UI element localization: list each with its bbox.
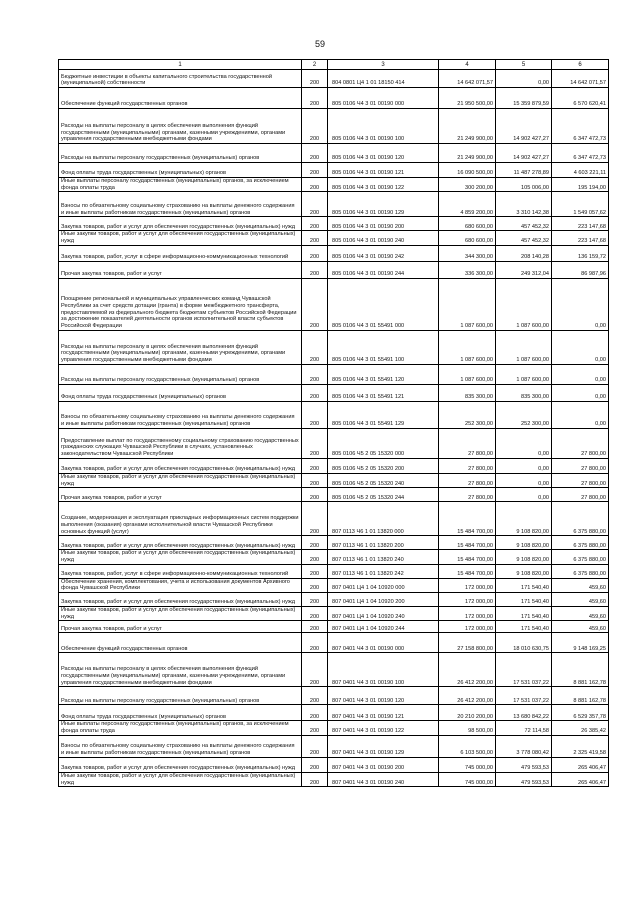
row-name: Поощрение региональной и муниципальных управленческих команд Чувашской Республики за счет средств дотации (гранта) в форме межбюджетного трансферта, предоставляемой из федерального бюджета бюджетам субъектов Российской Федерации за достижение показателей деятельности органов исполнительной власти субъектов Российской Федерации <box>59 278 302 330</box>
row-name: Иные закупки товаров, работ и услуг для обеспечения государственных (муниципальных) нужд <box>59 473 302 487</box>
row-approved-amount: 172 000,00 <box>439 607 496 621</box>
row-approved-amount: 680 600,00 <box>439 231 496 245</box>
row-line-code: 200 <box>302 578 328 592</box>
row-name: Создание, модернизация и эксплуатация прикладных информационных систем поддержки выполнения (оказания) органами исполнительной власти Чувашской Республики основных функций (услуг) <box>59 502 302 536</box>
table-row <box>59 245 609 261</box>
row-executed-amount: 0,00 <box>496 488 552 502</box>
row-budget-code: 807 0113 Ч6 1 01 13820 200 <box>328 536 439 550</box>
row-executed-amount: 14 902 427,27 <box>496 144 552 163</box>
row-name: Прочая закупка товаров, работ и услуг <box>59 621 302 633</box>
row-executed-amount: 479 593,53 <box>496 757 552 772</box>
table-row <box>59 621 609 633</box>
row-unexecuted-amount: 6 375 880,00 <box>552 502 609 536</box>
table-row <box>59 217 609 231</box>
table-row <box>59 364 609 384</box>
row-name: Иные закупки товаров, работ и услуг для обеспечения государственных (муниципальных) нужд <box>59 607 302 621</box>
row-unexecuted-amount: 6 570 620,41 <box>552 88 609 109</box>
table-row <box>59 653 609 687</box>
row-approved-amount: 20 210 200,00 <box>439 705 496 721</box>
row-executed-amount: 171 540,40 <box>496 578 552 592</box>
row-approved-amount: 27 158 800,00 <box>439 633 496 653</box>
row-line-code: 200 <box>302 278 328 330</box>
row-approved-amount: 26 412 200,00 <box>439 653 496 687</box>
row-approved-amount: 1 087 600,00 <box>439 278 496 330</box>
row-executed-amount: 11 487 278,89 <box>496 163 552 178</box>
row-budget-code: 805 0106 Ч5 2 05 15320 200 <box>328 458 439 473</box>
row-name: Расходы на выплаты персоналу государственных (муниципальных) органов <box>59 144 302 163</box>
row-budget-code: 805 0106 Ч5 2 05 15320 244 <box>328 488 439 502</box>
row-unexecuted-amount: 86 987,96 <box>552 261 609 278</box>
row-line-code: 200 <box>302 192 328 217</box>
row-executed-amount: 17 531 037,22 <box>496 687 552 705</box>
row-executed-amount: 0,00 <box>496 473 552 487</box>
row-line-code: 200 <box>302 401 328 428</box>
row-executed-amount: 208 140,28 <box>496 245 552 261</box>
row-executed-amount: 3 310 142,38 <box>496 192 552 217</box>
row-executed-amount: 13 680 842,22 <box>496 705 552 721</box>
row-approved-amount: 21 249 900,00 <box>439 109 496 144</box>
row-approved-amount: 252 300,00 <box>439 401 496 428</box>
row-unexecuted-amount: 27 800,00 <box>552 473 609 487</box>
row-line-code: 200 <box>302 70 328 88</box>
row-executed-amount: 18 010 630,75 <box>496 633 552 653</box>
row-executed-amount: 15 359 879,59 <box>496 88 552 109</box>
row-line-code: 200 <box>302 772 328 786</box>
row-executed-amount: 17 531 037,22 <box>496 653 552 687</box>
row-executed-amount: 171 540,40 <box>496 607 552 621</box>
row-name: Предоставление выплат по государственному социальному страхованию государственных гражданских служащих Чувашской Республики в случаях, установленных законодательством Чувашской Республики <box>59 428 302 458</box>
row-unexecuted-amount: 27 800,00 <box>552 428 609 458</box>
row-budget-code: 805 0106 Ч5 2 05 15320 000 <box>328 428 439 458</box>
row-executed-amount: 1 087 600,00 <box>496 278 552 330</box>
row-budget-code: 805 0106 Ч4 3 01 55491 129 <box>328 401 439 428</box>
table-row <box>59 70 609 88</box>
table-row <box>59 502 609 536</box>
row-executed-amount: 457 452,32 <box>496 217 552 231</box>
row-unexecuted-amount: 6 347 472,73 <box>552 109 609 144</box>
row-executed-amount: 0,00 <box>496 70 552 88</box>
row-unexecuted-amount: 459,60 <box>552 621 609 633</box>
row-budget-code: 805 0106 Ч4 3 01 00190 200 <box>328 217 439 231</box>
row-approved-amount: 344 300,00 <box>439 245 496 261</box>
row-budget-code: 805 0106 Ч4 3 01 55491 000 <box>328 278 439 330</box>
row-line-code: 200 <box>302 621 328 633</box>
row-name: Расходы на выплаты персоналу государственных (муниципальных) органов <box>59 364 302 384</box>
row-approved-amount: 27 800,00 <box>439 488 496 502</box>
row-unexecuted-amount: 2 325 419,58 <box>552 735 609 757</box>
row-line-code: 200 <box>302 178 328 192</box>
row-budget-code: 807 0401 Ц4 1 04 10920 200 <box>328 593 439 607</box>
row-approved-amount: 835 300,00 <box>439 384 496 401</box>
table-row <box>59 757 609 772</box>
row-name: Закупка товаров, работ, услуг в сфере информационно-коммуникационных технологий <box>59 564 302 578</box>
row-line-code: 200 <box>302 653 328 687</box>
row-executed-amount: 1 087 600,00 <box>496 330 552 364</box>
row-executed-amount: 9 108 820,00 <box>496 550 552 564</box>
table-row <box>59 721 609 735</box>
table-row <box>59 705 609 721</box>
row-line-code: 200 <box>302 245 328 261</box>
row-approved-amount: 336 300,00 <box>439 261 496 278</box>
row-unexecuted-amount: 6 375 880,00 <box>552 550 609 564</box>
row-approved-amount: 15 484 700,00 <box>439 536 496 550</box>
column-header: 2 <box>302 60 328 70</box>
table-row <box>59 261 609 278</box>
row-executed-amount: 72 114,58 <box>496 721 552 735</box>
row-budget-code: 805 0106 Ч4 3 01 55491 120 <box>328 364 439 384</box>
row-approved-amount: 4 859 200,00 <box>439 192 496 217</box>
row-line-code: 200 <box>302 757 328 772</box>
row-unexecuted-amount: 0,00 <box>552 364 609 384</box>
column-header: 5 <box>496 60 552 70</box>
row-budget-code: 807 0401 Ч4 3 01 00190 120 <box>328 687 439 705</box>
row-approved-amount: 680 600,00 <box>439 217 496 231</box>
column-header: 3 <box>328 60 439 70</box>
row-name: Закупка товаров, работ и услуг для обеспечения государственных (муниципальных) нужд <box>59 593 302 607</box>
row-approved-amount: 172 000,00 <box>439 621 496 633</box>
row-approved-amount: 14 642 071,57 <box>439 70 496 88</box>
row-line-code: 200 <box>302 217 328 231</box>
row-approved-amount: 300 200,00 <box>439 178 496 192</box>
row-name: Иные закупки товаров, работ и услуг для обеспечения государственных (муниципальных) нужд <box>59 772 302 786</box>
row-budget-code: 805 0106 Ч4 3 01 00190 122 <box>328 178 439 192</box>
row-unexecuted-amount: 27 800,00 <box>552 458 609 473</box>
row-name: Обеспечение хранения, комплектования, учета и использования документов Архивного фонда Чувашской Республики <box>59 578 302 592</box>
row-line-code: 200 <box>302 536 328 550</box>
row-name: Расходы на выплаты персоналу в целях обеспечения выполнения функций государственными (муниципальными) органами, казенными учреждениями, органами управления государственными внебюджетными фондами <box>59 653 302 687</box>
row-approved-amount: 27 800,00 <box>439 428 496 458</box>
row-unexecuted-amount: 0,00 <box>552 384 609 401</box>
row-name: Обеспечение функций государственных органов <box>59 88 302 109</box>
row-approved-amount: 27 800,00 <box>439 473 496 487</box>
row-unexecuted-amount: 265 406,47 <box>552 757 609 772</box>
table-row <box>59 428 609 458</box>
row-line-code: 200 <box>302 384 328 401</box>
row-executed-amount: 14 902 427,27 <box>496 109 552 144</box>
row-name: Закупка товаров, работ и услуг для обеспечения государственных (муниципальных) нужд <box>59 217 302 231</box>
row-line-code: 200 <box>302 330 328 364</box>
row-budget-code: 807 0401 Ч4 3 01 00190 122 <box>328 721 439 735</box>
table-row <box>59 458 609 473</box>
row-approved-amount: 98 500,00 <box>439 721 496 735</box>
row-name: Закупка товаров, работ и услуг для обеспечения государственных (муниципальных) нужд <box>59 757 302 772</box>
row-name: Расходы на выплаты персоналу государственных (муниципальных) органов <box>59 687 302 705</box>
table-row <box>59 536 609 550</box>
row-executed-amount: 0,00 <box>496 458 552 473</box>
row-unexecuted-amount: 8 881 162,78 <box>552 687 609 705</box>
row-approved-amount: 1 087 600,00 <box>439 330 496 364</box>
row-line-code: 200 <box>302 428 328 458</box>
row-name: Иные выплаты персоналу государственных (муниципальных) органов, за исключением фонда оплаты труда <box>59 178 302 192</box>
row-name: Иные закупки товаров, работ и услуг для обеспечения государственных (муниципальных) нужд <box>59 550 302 564</box>
row-approved-amount: 21 249 900,00 <box>439 144 496 163</box>
table-row <box>59 401 609 428</box>
row-line-code: 200 <box>302 109 328 144</box>
row-approved-amount: 1 087 600,00 <box>439 364 496 384</box>
row-unexecuted-amount: 6 347 472,73 <box>552 144 609 163</box>
table-row <box>59 231 609 245</box>
table-row <box>59 593 609 607</box>
row-name: Обеспечение функций государственных органов <box>59 633 302 653</box>
row-line-code: 200 <box>302 687 328 705</box>
table-row <box>59 772 609 786</box>
column-header: 4 <box>439 60 496 70</box>
row-name: Фонд оплаты труда государственных (муниципальных) органов <box>59 705 302 721</box>
row-line-code: 200 <box>302 550 328 564</box>
row-executed-amount: 835 300,00 <box>496 384 552 401</box>
table-row <box>59 578 609 592</box>
row-unexecuted-amount: 0,00 <box>552 401 609 428</box>
row-executed-amount: 9 108 820,00 <box>496 502 552 536</box>
row-line-code: 200 <box>302 502 328 536</box>
row-unexecuted-amount: 6 375 880,00 <box>552 564 609 578</box>
row-executed-amount: 457 452,32 <box>496 231 552 245</box>
row-budget-code: 805 0106 Ч4 3 01 00190 240 <box>328 231 439 245</box>
row-budget-code: 805 0106 Ч4 3 01 00190 129 <box>328 192 439 217</box>
table-row <box>59 178 609 192</box>
row-unexecuted-amount: 8 881 162,78 <box>552 653 609 687</box>
row-name: Взносы по обязательному социальному страхованию на выплаты денежного содержания и иные выплаты работникам государственных (муниципальных) органов <box>59 735 302 757</box>
table-row <box>59 473 609 487</box>
row-executed-amount: 3 778 080,42 <box>496 735 552 757</box>
row-budget-code: 807 0401 Ц4 1 04 10920 240 <box>328 607 439 621</box>
row-unexecuted-amount: 6 375 880,00 <box>552 536 609 550</box>
header-row <box>59 60 609 70</box>
row-name: Иные закупки товаров, работ и услуг для обеспечения государственных (муниципальных) нужд <box>59 231 302 245</box>
budget-execution-table <box>58 59 609 787</box>
row-approved-amount: 745 000,00 <box>439 772 496 786</box>
row-name: Иные выплаты персоналу государственных (муниципальных) органов, за исключением фонда оплаты труда <box>59 721 302 735</box>
row-name: Прочая закупка товаров, работ и услуг <box>59 261 302 278</box>
table-row <box>59 278 609 330</box>
row-executed-amount: 252 300,00 <box>496 401 552 428</box>
row-budget-code: 807 0401 Ц4 1 04 10920 244 <box>328 621 439 633</box>
table-row <box>59 564 609 578</box>
row-line-code: 200 <box>302 231 328 245</box>
table-row <box>59 109 609 144</box>
row-name: Взносы по обязательному социальному страхованию на выплаты денежного содержания и иные выплаты работникам государственных (муниципальных) органов <box>59 192 302 217</box>
row-unexecuted-amount: 459,60 <box>552 607 609 621</box>
row-budget-code: 805 0106 Ч4 3 01 00190 000 <box>328 88 439 109</box>
row-line-code: 200 <box>302 721 328 735</box>
row-line-code: 200 <box>302 88 328 109</box>
table-row <box>59 163 609 178</box>
row-budget-code: 807 0401 Ч4 3 01 00190 000 <box>328 633 439 653</box>
row-budget-code: 805 0106 Ч4 3 01 00190 100 <box>328 109 439 144</box>
row-line-code: 200 <box>302 607 328 621</box>
row-name: Прочая закупка товаров, работ и услуг <box>59 488 302 502</box>
table-row <box>59 144 609 163</box>
row-unexecuted-amount: 1 549 057,62 <box>552 192 609 217</box>
row-line-code: 200 <box>302 163 328 178</box>
row-unexecuted-amount: 0,00 <box>552 278 609 330</box>
row-approved-amount: 172 000,00 <box>439 578 496 592</box>
row-executed-amount: 171 540,40 <box>496 621 552 633</box>
table-row <box>59 192 609 217</box>
row-unexecuted-amount: 459,60 <box>552 593 609 607</box>
row-approved-amount: 16 090 500,00 <box>439 163 496 178</box>
row-budget-code: 805 0106 Ч4 3 01 00190 120 <box>328 144 439 163</box>
row-budget-code: 807 0113 Ч6 1 01 13820 000 <box>328 502 439 536</box>
row-name: Взносы по обязательному социальному страхованию на выплаты денежного содержания и иные выплаты работникам государственных (муниципальных) органов <box>59 401 302 428</box>
row-budget-code: 807 0401 Ч4 3 01 00190 240 <box>328 772 439 786</box>
column-header: 6 <box>552 60 609 70</box>
row-line-code: 200 <box>302 458 328 473</box>
table-row <box>59 488 609 502</box>
row-unexecuted-amount: 4 603 221,11 <box>552 163 609 178</box>
row-budget-code: 805 0106 Ч4 3 01 00190 242 <box>328 245 439 261</box>
table-row <box>59 687 609 705</box>
row-budget-code: 807 0113 Ч6 1 01 13820 240 <box>328 550 439 564</box>
page-number: 59 <box>314 39 325 49</box>
table-row <box>59 384 609 401</box>
row-budget-code: 805 0106 Ч4 3 01 55491 100 <box>328 330 439 364</box>
row-approved-amount: 15 484 700,00 <box>439 550 496 564</box>
row-executed-amount: 1 087 600,00 <box>496 364 552 384</box>
row-executed-amount: 249 312,04 <box>496 261 552 278</box>
row-approved-amount: 27 800,00 <box>439 458 496 473</box>
row-unexecuted-amount: 0,00 <box>552 330 609 364</box>
table-row <box>59 88 609 109</box>
row-unexecuted-amount: 14 642 071,57 <box>552 70 609 88</box>
row-approved-amount: 6 103 500,00 <box>439 735 496 757</box>
row-executed-amount: 105 006,00 <box>496 178 552 192</box>
row-approved-amount: 745 000,00 <box>439 757 496 772</box>
row-budget-code: 805 0106 Ч4 3 01 00190 121 <box>328 163 439 178</box>
row-name: Бюджетные инвестиции в объекты капитального строительства государственной (муниципальной) собственности <box>59 70 302 88</box>
row-approved-amount: 21 950 500,00 <box>439 88 496 109</box>
row-line-code: 200 <box>302 473 328 487</box>
row-executed-amount: 0,00 <box>496 428 552 458</box>
row-budget-code: 807 0401 Ц4 1 04 10920 000 <box>328 578 439 592</box>
row-line-code: 200 <box>302 564 328 578</box>
row-line-code: 200 <box>302 633 328 653</box>
row-budget-code: 807 0113 Ч6 1 01 13820 242 <box>328 564 439 578</box>
row-name: Фонд оплаты труда государственных (муниципальных) органов <box>59 384 302 401</box>
row-budget-code: 807 0401 Ч4 3 01 00190 100 <box>328 653 439 687</box>
column-header: 1 <box>59 60 302 70</box>
row-name: Закупка товаров, работ, услуг в сфере информационно-коммуникационных технологий <box>59 245 302 261</box>
row-line-code: 200 <box>302 261 328 278</box>
row-approved-amount: 15 484 700,00 <box>439 502 496 536</box>
table-row <box>59 735 609 757</box>
row-budget-code: 805 0106 Ч4 3 01 00190 244 <box>328 261 439 278</box>
row-unexecuted-amount: 265 406,47 <box>552 772 609 786</box>
row-name: Фонд оплаты труда государственных (муниципальных) органов <box>59 163 302 178</box>
row-unexecuted-amount: 136 159,72 <box>552 245 609 261</box>
row-name: Расходы на выплаты персоналу в целях обеспечения выполнения функций государственными (муниципальными) органами, казенными учреждениями, органами управления государственными внебюджетными фондами <box>59 109 302 144</box>
row-executed-amount: 171 540,40 <box>496 593 552 607</box>
table-row <box>59 330 609 364</box>
table-row <box>59 550 609 564</box>
row-executed-amount: 9 108 820,00 <box>496 564 552 578</box>
row-name: Закупка товаров, работ и услуг для обеспечения государственных (муниципальных) нужд <box>59 536 302 550</box>
row-unexecuted-amount: 223 147,68 <box>552 231 609 245</box>
row-line-code: 200 <box>302 735 328 757</box>
row-approved-amount: 172 000,00 <box>439 593 496 607</box>
row-unexecuted-amount: 6 529 357,78 <box>552 705 609 721</box>
row-budget-code: 807 0401 Ч4 3 01 00190 129 <box>328 735 439 757</box>
row-budget-code: 807 0401 Ч4 3 01 00190 121 <box>328 705 439 721</box>
row-name: Расходы на выплаты персоналу в целях обеспечения выполнения функций государственными (муниципальными) органами, казенными учреждениями, органами управления государственными внебюджетными фондами <box>59 330 302 364</box>
row-budget-code: 805 0106 Ч5 2 05 15320 240 <box>328 473 439 487</box>
row-unexecuted-amount: 27 800,00 <box>552 488 609 502</box>
row-unexecuted-amount: 459,60 <box>552 578 609 592</box>
row-line-code: 200 <box>302 144 328 163</box>
row-unexecuted-amount: 223 147,68 <box>552 217 609 231</box>
row-executed-amount: 479 593,53 <box>496 772 552 786</box>
row-unexecuted-amount: 9 148 169,25 <box>552 633 609 653</box>
row-line-code: 200 <box>302 488 328 502</box>
row-line-code: 200 <box>302 593 328 607</box>
table-row <box>59 607 609 621</box>
row-budget-code: 805 0106 Ч4 3 01 55491 121 <box>328 384 439 401</box>
table-row <box>59 633 609 653</box>
row-unexecuted-amount: 26 385,42 <box>552 721 609 735</box>
row-executed-amount: 9 108 820,00 <box>496 536 552 550</box>
row-unexecuted-amount: 195 194,00 <box>552 178 609 192</box>
row-line-code: 200 <box>302 364 328 384</box>
row-line-code: 200 <box>302 705 328 721</box>
row-name: Закупка товаров, работ и услуг для обеспечения государственных (муниципальных) нужд <box>59 458 302 473</box>
row-budget-code: 807 0401 Ч4 3 01 00190 200 <box>328 757 439 772</box>
row-approved-amount: 26 412 200,00 <box>439 687 496 705</box>
row-budget-code: 804 0801 Ц4 1 01 18150 414 <box>328 70 439 88</box>
row-approved-amount: 15 484 700,00 <box>439 564 496 578</box>
